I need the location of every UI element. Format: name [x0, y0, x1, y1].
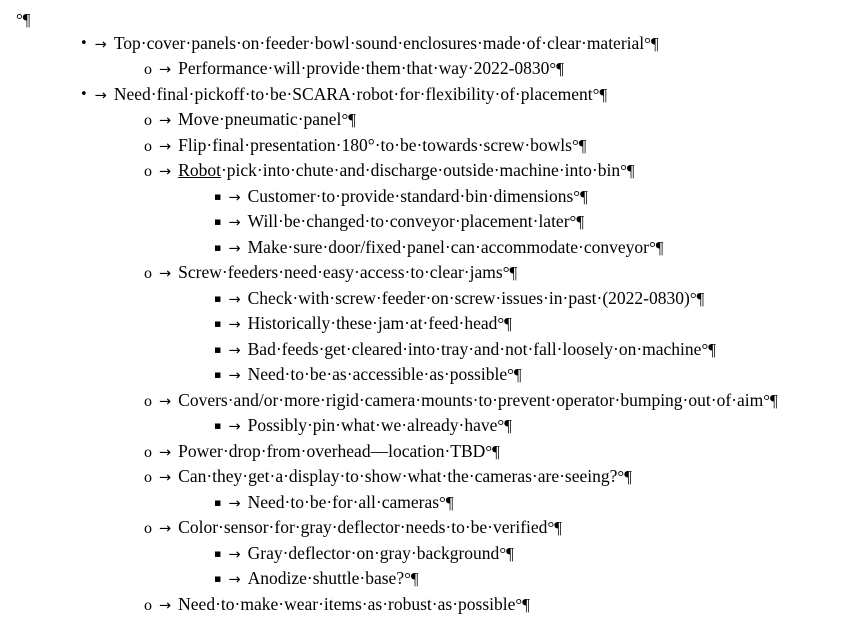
- list-item: [214, 567, 838, 593]
- paragraph-mark: °¶: [497, 314, 512, 333]
- list-item: [214, 287, 838, 313]
- paragraph-mark: °¶: [499, 543, 514, 563]
- paragraph-mark: °¶: [763, 390, 778, 410]
- paragraph-mark: °¶: [571, 135, 587, 155]
- list-item-text: Color·sensor·for·gray·deflector·needs·to·be·verified: [178, 517, 548, 537]
- paragraph-mark: °¶: [16, 10, 31, 29]
- list-item: [80, 32, 838, 58]
- tab-arrow-icon: →: [94, 87, 107, 104]
- paragraph-mark: °¶: [497, 416, 512, 435]
- square-marker: ▪: [214, 419, 222, 432]
- list-item: [144, 261, 838, 287]
- square-marker: ▪: [214, 572, 222, 585]
- empty-paragraph: [16, 8, 838, 32]
- paragraph-mark: °¶: [689, 288, 705, 308]
- list-item: [214, 312, 838, 338]
- list-item: [144, 516, 838, 542]
- circle-marker: o: [144, 163, 152, 180]
- square-marker: ▪: [214, 342, 222, 356]
- list-item-text: Flip·final·presentation·180°·to·be·towards·screw·bowls: [178, 134, 572, 155]
- list-item: [144, 159, 838, 185]
- square-marker: ▪: [214, 495, 222, 509]
- tab-arrow-icon: →: [228, 342, 241, 359]
- tab-arrow-icon: →: [94, 36, 107, 53]
- list-item-text: Need·to·make·wear·items·as·robust·as·possible: [178, 593, 516, 614]
- list-item-text: Make·sure·door/fixed·panel·can·accommodate·conveyor: [247, 236, 649, 257]
- tab-arrow-icon: →: [228, 215, 241, 231]
- circle-marker: o: [144, 443, 152, 461]
- tab-arrow-icon: →: [228, 240, 241, 257]
- circle-marker: o: [144, 265, 152, 282]
- list-item-text: Top·cover·panels·on·feeder·bowl·sound·enclosures·made·of·clear·material: [113, 32, 645, 53]
- list-item: [214, 542, 838, 568]
- list-item: [214, 210, 838, 236]
- tab-arrow-icon: →: [228, 317, 241, 333]
- paragraph-mark: °¶: [573, 186, 588, 206]
- tab-arrow-icon: →: [159, 393, 172, 410]
- list-item-text: Anodize·shuttle·base?: [247, 568, 405, 588]
- tab-arrow-icon: →: [159, 164, 172, 180]
- list-item: [144, 389, 838, 415]
- bullet-marker: •: [80, 86, 88, 102]
- circle-marker: o: [144, 520, 152, 537]
- underlined-text: Robot: [178, 160, 221, 180]
- square-marker: ▪: [214, 546, 222, 560]
- tab-arrow-icon: →: [228, 368, 241, 384]
- tab-arrow-icon: →: [159, 266, 172, 282]
- paragraph-mark: °¶: [549, 59, 564, 78]
- circle-marker: o: [144, 596, 152, 614]
- square-marker: ▪: [214, 368, 222, 381]
- list-item: [144, 134, 838, 160]
- list-item-text: Power·drop·from·overhead—location·TBD: [178, 440, 486, 461]
- paragraph-mark: °¶: [547, 518, 562, 537]
- list-item-text: Check·with·screw·feeder·on·screw·issues·in·past·(2022-0830): [247, 287, 690, 308]
- paragraph-mark: °¶: [701, 339, 716, 359]
- circle-marker: o: [144, 61, 152, 78]
- circle-marker: o: [144, 392, 152, 410]
- tab-arrow-icon: →: [159, 138, 172, 155]
- list-item: [214, 185, 838, 211]
- tab-arrow-icon: →: [228, 495, 241, 512]
- square-marker: ▪: [214, 240, 222, 254]
- list-item: [214, 363, 838, 389]
- list-item: [144, 465, 838, 491]
- tab-arrow-icon: →: [228, 291, 241, 308]
- list-item: [214, 414, 838, 440]
- paragraph-mark: °¶: [439, 492, 454, 512]
- tab-arrow-icon: →: [228, 546, 241, 563]
- tab-arrow-icon: →: [159, 597, 172, 614]
- circle-marker: o: [144, 469, 152, 486]
- list-item: [144, 108, 838, 134]
- paragraph-mark: °¶: [515, 594, 530, 614]
- list-item-text: Historically·these·jam·at·feed·head: [247, 313, 498, 333]
- list-item: [80, 83, 838, 109]
- circle-marker: o: [144, 137, 152, 155]
- paragraph-mark: °¶: [648, 237, 664, 257]
- list-item: [214, 338, 838, 364]
- list-item: [214, 236, 838, 262]
- square-marker: ▪: [214, 317, 222, 330]
- list-item-text: Gray·deflector·on·gray·background: [247, 542, 500, 563]
- paragraph-mark: °¶: [485, 441, 500, 461]
- list-item-text: Need·final·pickoff·to·be·SCARA·robot·for·flexibility·of·placement: [113, 83, 593, 104]
- list-item-text: Move·pneumatic·panel: [178, 109, 342, 129]
- list-item-text: Covers·and/or·more·rigid·camera·mounts·to·prevent·operator·bumping·out·of·aim: [178, 389, 764, 410]
- paragraph-mark: °¶: [569, 212, 585, 231]
- square-marker: ▪: [214, 291, 222, 305]
- list-item-text: ·pick·into·chute·and·discharge·outside·machine·into·bin: [220, 160, 621, 180]
- list-item-text: Can·they·get·a·display·to·show·what·the·cameras·are·seeing?: [178, 466, 618, 486]
- paragraph-mark: °¶: [341, 110, 356, 129]
- list-item: [214, 491, 838, 517]
- list-item-text: Need·to·be·as·accessible·as·possible: [247, 364, 508, 384]
- list-item-text: Possibly·pin·what·we·already·have: [247, 415, 498, 435]
- list-item-text: Customer·to·provide·standard·bin·dimensions: [247, 185, 574, 206]
- tab-arrow-icon: →: [159, 62, 172, 78]
- paragraph-mark: °¶: [592, 84, 608, 104]
- list-item-text: Performance·will·provide·them·that·way·2022-0830: [178, 58, 550, 78]
- list-item-text: Need·to·be·for·all·cameras: [247, 491, 440, 512]
- tab-arrow-icon: →: [159, 444, 172, 461]
- tab-arrow-icon: →: [228, 419, 241, 435]
- tab-arrow-icon: →: [228, 572, 241, 588]
- paragraph-mark: °¶: [502, 263, 518, 282]
- paragraph-mark: °¶: [404, 569, 419, 588]
- paragraph-mark: °¶: [617, 467, 632, 486]
- circle-marker: o: [144, 112, 152, 129]
- list-item-text: Screw·feeders·need·easy·access·to·clear·jams: [178, 262, 503, 282]
- paragraph-mark: °¶: [644, 33, 659, 53]
- square-marker: ▪: [214, 215, 222, 228]
- list-item: [144, 593, 838, 619]
- list-item: [144, 440, 838, 466]
- paragraph-mark: °¶: [507, 365, 522, 384]
- list-item: [144, 57, 838, 83]
- square-marker: ▪: [214, 189, 222, 203]
- tab-arrow-icon: →: [159, 113, 172, 129]
- tab-arrow-icon: →: [159, 470, 172, 486]
- list-item-text: Will·be·changed·to·conveyor·placement·later: [247, 211, 570, 231]
- tab-arrow-icon: →: [159, 521, 172, 537]
- paragraph-mark: °¶: [620, 161, 635, 180]
- tab-arrow-icon: →: [228, 189, 241, 206]
- bullet-marker: •: [80, 35, 88, 51]
- list-item-text: Bad·feeds·get·cleared·into·tray·and·not·fall·loosely·on·machine: [247, 338, 702, 359]
